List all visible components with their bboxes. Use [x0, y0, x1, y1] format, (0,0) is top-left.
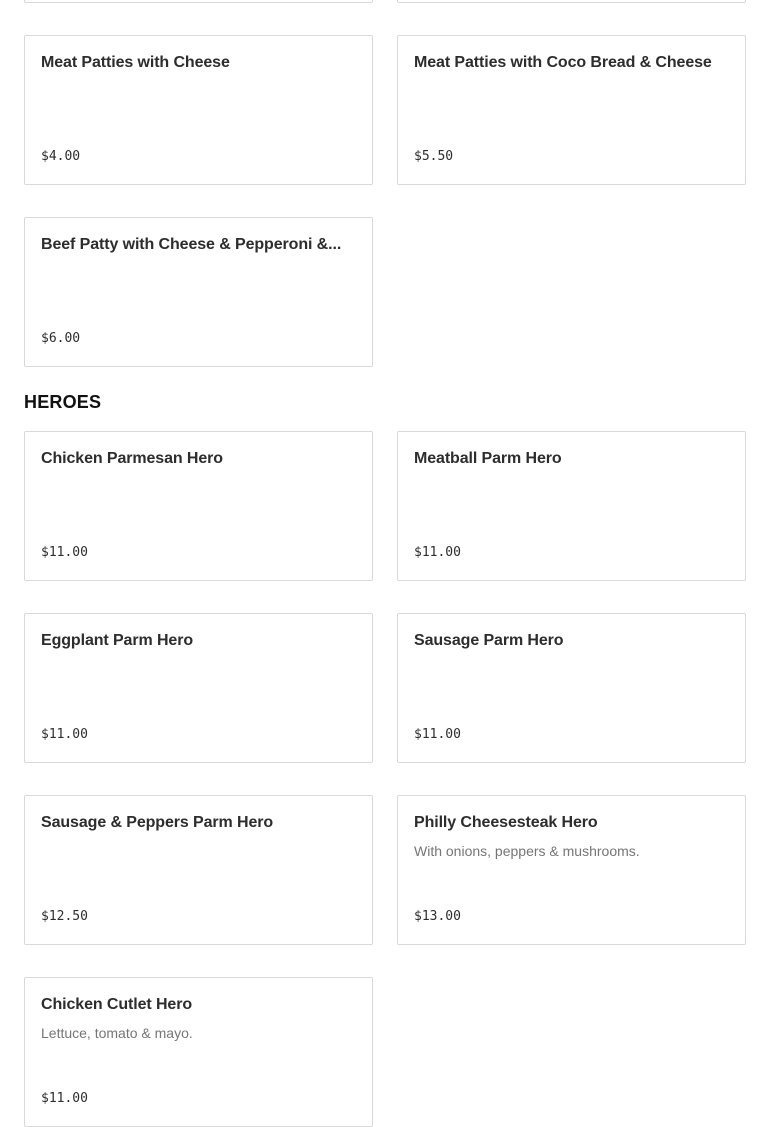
menu-item-card[interactable]	[397, 613, 746, 763]
menu-item-card[interactable]	[24, 431, 373, 581]
menu-item-name: Beef Patty with Cheese & Pepperoni &...	[41, 236, 342, 253]
menu-item-name: Eggplant Parm Hero	[41, 632, 194, 649]
menu-item-price: $4.00	[41, 149, 81, 164]
menu-item-name: Sausage Parm Hero	[414, 632, 564, 649]
section-title-heroes: HEROES	[24, 392, 102, 412]
menu-item-name: Meat Patties with Cheese	[41, 54, 230, 71]
menu-item-price: $11.00	[414, 545, 461, 560]
menu-item-card[interactable]	[24, 977, 373, 1127]
menu-item-description: Lettuce, tomato & mayo.	[41, 1025, 193, 1041]
menu-item-price: $11.00	[41, 727, 88, 742]
menu-item-card[interactable]	[397, 795, 746, 945]
menu-item-price: $12.50	[41, 909, 88, 924]
menu-item-price: $11.00	[41, 1091, 88, 1106]
menu-item-price: $11.00	[414, 727, 461, 742]
menu-item-name: Chicken Cutlet Hero	[41, 996, 193, 1013]
menu-item-card[interactable]	[24, 217, 373, 367]
menu-item-description: With onions, peppers & mushrooms.	[414, 843, 640, 859]
menu-item-card[interactable]	[397, 431, 746, 581]
menu-item-card[interactable]	[24, 0, 373, 3]
menu-item-name: Sausage & Peppers Parm Hero	[41, 814, 274, 831]
menu-item-card[interactable]	[397, 35, 746, 185]
menu-item-card[interactable]	[24, 35, 373, 185]
menu-item-price: $5.50	[414, 149, 454, 164]
menu-item-price: $13.00	[414, 909, 461, 924]
menu-item-card[interactable]	[24, 613, 373, 763]
menu-item-price: $6.00	[41, 331, 81, 346]
menu-item-price: $11.00	[41, 545, 88, 560]
menu-item-card[interactable]	[24, 795, 373, 945]
menu-item-card[interactable]	[397, 0, 746, 3]
menu-item-name: Meat Patties with Coco Bread & Cheese	[414, 54, 712, 71]
menu-item-name: Meatball Parm Hero	[414, 450, 562, 467]
menu-item-name: Chicken Parmesan Hero	[41, 450, 223, 467]
menu-item-name: Philly Cheesesteak Hero	[414, 814, 598, 831]
